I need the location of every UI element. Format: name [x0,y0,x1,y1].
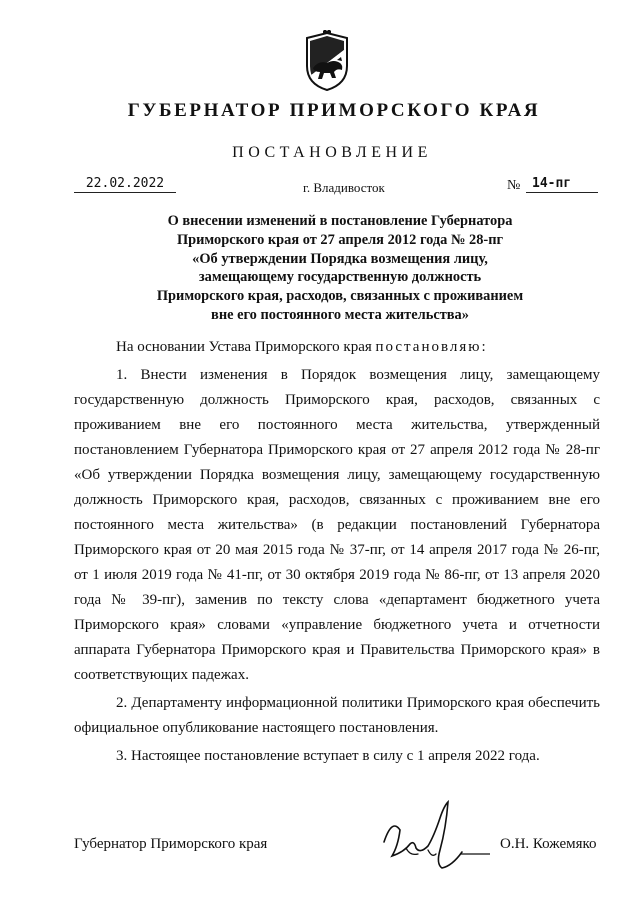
subject-line: О внесении изменений в постановление Губернатора [167,213,513,229]
signatory-name: О.Н. Кожемяко [500,836,597,852]
item-3-paragraph: 3. Настоящее постановление вступает в силу с 1 апреля 2022 года. [116,748,540,764]
document-date: 22.02.2022 [74,176,176,193]
subject-line: замещающему государственную должность [198,269,482,286]
subject-line: «Об утверждении Порядка возмещения лицу, [192,250,488,267]
subject-line: вне его постоянного места жительства» [211,306,469,323]
document-type: ПОСТАНОВЛЕНИЕ [232,144,432,161]
coat-of-arms-icon [303,30,351,92]
document-subject [100,212,580,325]
subject-line: Приморского края, расходов, связанных с проживанием [156,288,524,305]
item-2-paragraph: 2. Департаменту информационной политики Приморского края обеспечить официальное опубликование настоящего постановления. [74,695,600,736]
handwritten-signature-icon [370,798,490,878]
item-1-paragraph: 1. Внести изменения в Порядок возмещения лицу, замещающему государственную должность Приморского края, расходов, связанных с проживанием вне его постоянного места жительства, утвержденный постановлением Губернатора Приморского края от 27 апреля 2012 года № 28-пг «Об утверждении Порядка возмещения лицу, замещающему государственную должность Приморского края, расходов, связанных с проживанием вне его постоянного места жительства» (в редакции постановлений Губернатора Приморского края от 20 мая 2015 года № 37-пг, от 14 апреля 2017 года № 26-пг, от 1 июля 2019 года № 41-пг, от 30 октября 2019 года № 86-пг, от 13 апреля 2020 года № 39-пг), заменив по тексту слова «департамент бюджетного учета Приморского края» словами «управление бюджетного учета и отчетности аппарата Губернатора Приморского края и Правительства Приморского края» в соответствующих падежах. [74,367,600,683]
subject-line: Приморского края от 27 апреля 2012 года № 28-пг [176,231,504,248]
organization-title: ГУБЕРНАТОР ПРИМОРСКОГО КРАЯ [127,100,541,121]
intro-paragraph [74,335,600,360]
signatory-position: Губернатор Приморского края [74,836,268,852]
decree-word: постановляю: [375,339,488,355]
document-number: 14-пг [526,176,598,193]
document-body [74,335,600,769]
number-sign: № [507,178,521,193]
intro-text: На основании Устава Приморского края [116,339,372,355]
document-city: г. Владивосток [303,180,385,195]
